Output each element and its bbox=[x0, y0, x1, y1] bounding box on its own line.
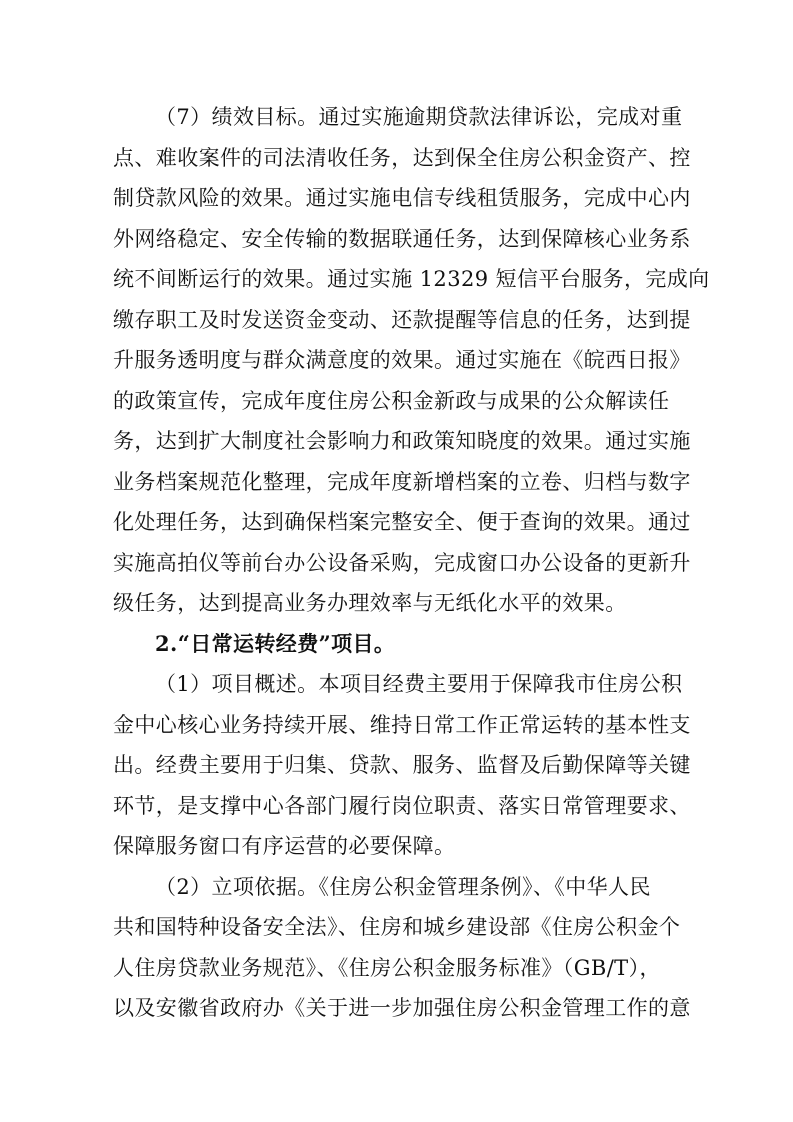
heading-text: 2.“日常运转经费”项目。 bbox=[155, 630, 396, 656]
text-line: 化处理任务，达到确保档案完整安全、便于查询的效果。通过 bbox=[113, 510, 691, 534]
document-page bbox=[113, 97, 710, 1029]
text-line: （7）绩效目标。通过实施逾期贷款法律诉讼，完成对重 bbox=[155, 105, 683, 129]
text-line: 升服务透明度与群众满意度的效果。通过实施在《皖西日报》 bbox=[113, 348, 691, 372]
text-line: 缴存职工及时发送资金变动、还款提醒等信息的任务，达到提 bbox=[113, 307, 691, 332]
text-line: 保障服务窗口有序运营的必要保障。 bbox=[113, 834, 456, 858]
text-line: 制贷款风险的效果。通过实施电信专线租赁服务，完成中心内 bbox=[113, 186, 691, 210]
text-line: 级任务，达到提高业务办理效率与无纸化水平的效果。 bbox=[113, 591, 627, 615]
text-line: 统不间断运行的效果。通过实施 12329 短信平台服务，完成向 bbox=[113, 267, 710, 291]
paragraph-project-overview bbox=[113, 664, 691, 867]
text-line: 实施高拍仪等前台办公设备采购，完成窗口办公设备的更新升 bbox=[113, 550, 691, 575]
text-line: （2）立项依据。《住房公积金管理条例》、《中华人民 bbox=[155, 874, 651, 899]
text-line: 环节，是支撑中心各部门履行岗位职责、落实日常管理要求、 bbox=[113, 793, 691, 818]
text-line: 点、难收案件的司法清收任务，达到保全住房公积金资产、控 bbox=[113, 145, 691, 170]
text-line: 出。经费主要用于归集、贷款、服务、监督及后勤保障等关键 bbox=[113, 753, 691, 777]
text-line: 金中心核心业务持续开展、维持日常工作正常运转的基本性支 bbox=[113, 712, 691, 737]
text-line: 共和国特种设备安全法》、住房和城乡建设部《住房公积金个 bbox=[113, 915, 681, 939]
text-line: 以及安徽省政府办《关于进一步加强住房公积金管理工作的意 bbox=[113, 996, 691, 1020]
section-heading bbox=[113, 624, 683, 665]
text-line: （1）项目概述。本项目经费主要用于保障我市住房公积 bbox=[155, 672, 683, 696]
paragraph-performance-goals bbox=[113, 97, 710, 624]
paragraph-project-basis bbox=[113, 867, 691, 1029]
text-line: 外网络稳定、安全传输的数据联通任务，达到保障核心业务系 bbox=[113, 226, 691, 251]
text-line: 的政策宣传，完成年度住房公积金新政与成果的公众解读任 bbox=[113, 388, 670, 413]
text-line: 人住房贷款业务规范》、《住房公积金服务标准》（GB/T）， bbox=[113, 955, 661, 980]
text-line: 务，达到扩大制度社会影响力和政策知晓度的效果。通过实施 bbox=[113, 429, 691, 453]
text-line: 业务档案规范化整理，完成年度新增档案的立卷、归档与数字 bbox=[113, 469, 691, 494]
